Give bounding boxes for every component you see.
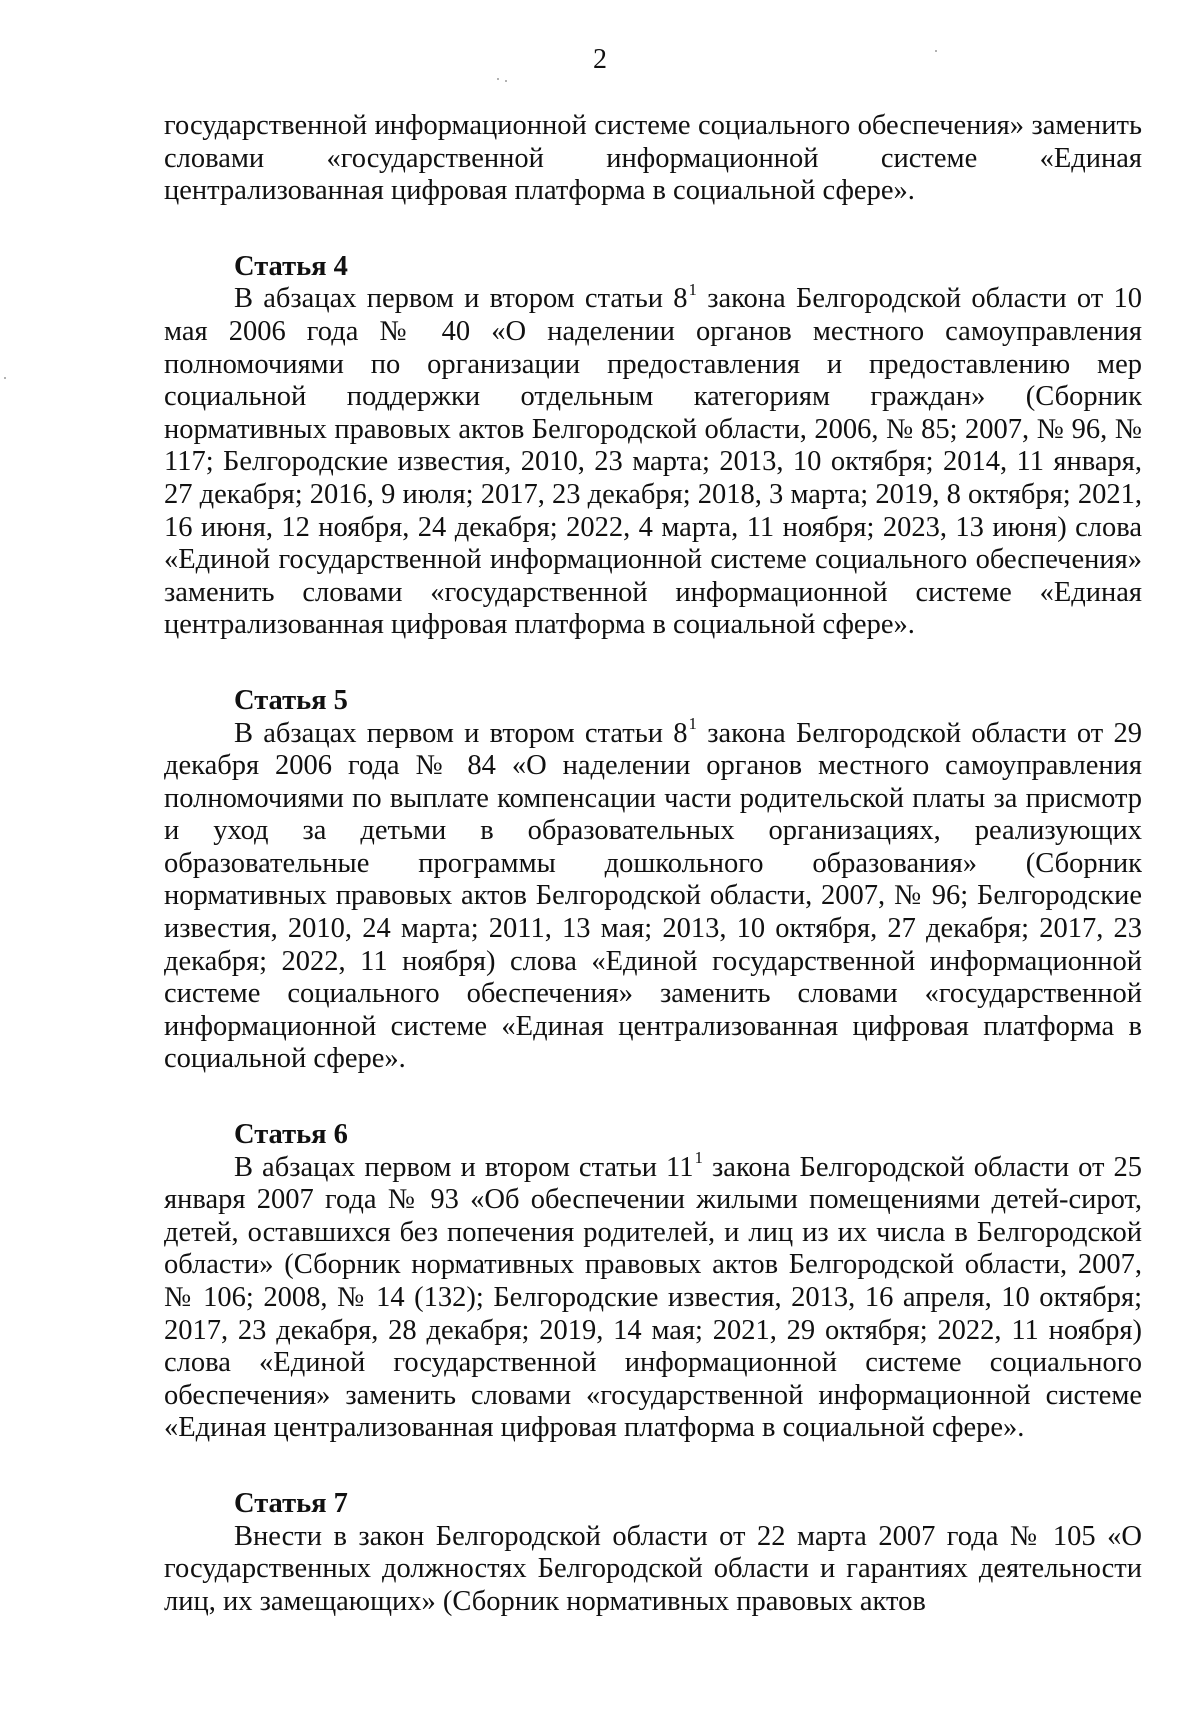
- paragraph-text: В абзацах первом и втором статьи 8: [234, 283, 688, 315]
- article-4: [164, 251, 1142, 642]
- article-heading: Статья 6: [234, 1119, 348, 1151]
- article-paragraph: [164, 713, 1142, 1077]
- paragraph-text: закона Белгородской области от 25 января 2007 года № 93 «Об обеспечении жилыми помещениями детей-сирот, детей, оставшихся без попечения родителей, и лиц из их числа в Белгородской области» (Сборник нормативных правовых актов Белгородской области, 2007, № 106; 2008, № 14 (132); Белгородские известия, 2013, 16 апреля, 10 октября; 2017, 23 декабря, 28 декабря; 2019, 14 мая; 2021, 29 октября; 2022, 11 ноября) слова «Единой государственной информационной системе социального обеспечения» заменить словами «государственной информационной системе «Единая централизованная цифровая платформа в социальной сфере».: [164, 1151, 1142, 1444]
- article-heading: Статья 4: [234, 250, 348, 282]
- paragraph-text: В абзацах первом и втором статьи 8: [234, 717, 688, 749]
- paragraph-text: закона Белгородской области от 29 декабря 2006 года № 84 «О наделении органов местного самоуправления полномочиями по выплате компенсации части родительской платы за присмотр и уход за детьми в образовательных организациях, реализующих образовательные программы дошкольного образования» (Сборник нормативных правовых актов Белгородской области, 2007, № 96; Белгородские известия, 2010, 24 марта; 2011, 13 мая; 2013, 10 октября, 27 декабря; 2017, 23 декабря; 2022, 11 ноября) слова «Единой государственной информационной системе социального обеспечения» заменить словами «государственной информационной системе «Единая централизованная цифровая платформа в социальной сфере».: [164, 717, 1142, 1075]
- document-body: [164, 110, 1142, 1618]
- article-paragraph: [164, 279, 1142, 642]
- scan-speck: [505, 80, 507, 82]
- paragraph-text: В абзацах первом и втором статьи 11: [234, 1151, 694, 1183]
- scan-speck: [497, 78, 499, 80]
- paragraph-text: Внести в закон Белгородской области от 22 марта 2007 года № 105 «О государственных должностях Белгородской области и гарантиях деятельности лиц, их замещающих» (Сборник нормативных правовых актов: [164, 1520, 1142, 1617]
- intro-paragraph: государственной информационной системе социального обеспечения» заменить словами «государственной информационной системе «Единая централизованная цифровая платформа в социальной сфере».: [164, 110, 1142, 207]
- article-6: [164, 1119, 1142, 1445]
- article-heading: Статья 5: [234, 684, 348, 716]
- scan-speck: [4, 377, 6, 379]
- page-number: 2: [593, 44, 607, 75]
- article-paragraph: [164, 1147, 1142, 1445]
- article-heading: Статья 7: [234, 1487, 348, 1519]
- paragraph-text: закона Белгородской области от 10 мая 2006 года № 40 «О наделении органов местного самоуправления полномочиями по организации предоставления и предоставлению мер социальной поддержки отдельным категориям граждан» (Сборник нормативных правовых актов Белгородской области, 2006, № 85; 2007, № 96, № 117; Белгородские известия, 2010, 23 марта; 2013, 10 октября; 2014, 11 января, 27 декабря; 2016, 9 июля; 2017, 23 декабря; 2018, 3 марта; 2019, 8 октября; 2021, 16 июня, 12 ноября, 24 декабря; 2022, 4 марта, 11 ноября; 2023, 13 июня) слова «Единой государственной информационной системе социального обеспечения» заменить словами «государственной информационной системе «Единая централизованная цифровая платформа в социальной сфере».: [164, 283, 1142, 641]
- superscript: 1: [694, 1147, 703, 1167]
- superscript: 1: [688, 713, 697, 733]
- article-7: [164, 1488, 1142, 1618]
- article-paragraph: [164, 1521, 1142, 1619]
- article-5: [164, 685, 1142, 1076]
- superscript: 1: [688, 279, 697, 299]
